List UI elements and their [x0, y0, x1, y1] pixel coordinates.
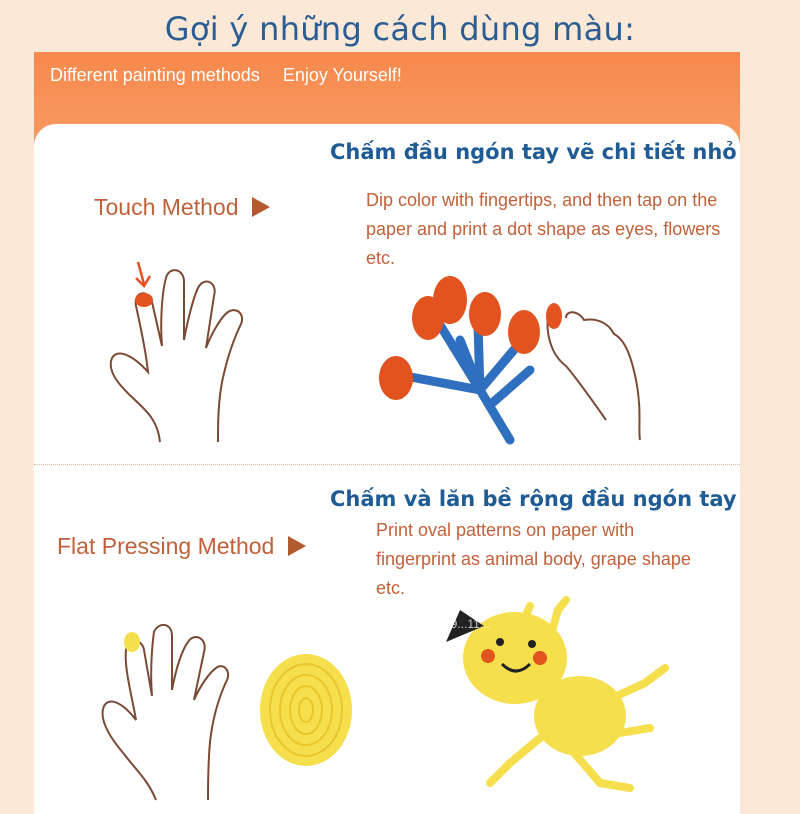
section-divider	[34, 464, 740, 465]
banner-left-text: Different painting methods	[50, 65, 260, 85]
arrow-right-icon	[252, 197, 270, 217]
section-1-description: Dip color with fingertips, and then tap on the paper and print a dot shape as eyes, flowers etc.	[366, 190, 721, 268]
page-title: Gợi ý những cách dùng màu:	[164, 10, 636, 48]
section-2-heading: Chấm và lăn bề rộng đầu ngón tay	[330, 487, 737, 511]
banner-right-text: Enjoy Yourself!	[282, 65, 402, 85]
banner-text	[50, 65, 420, 86]
flat-pressing-hand-illustration	[96, 620, 246, 800]
touch-method-label	[94, 194, 270, 221]
arrow-right-icon	[288, 536, 306, 556]
flat-pressing-method-text: Flat Pressing Method	[57, 533, 275, 559]
touch-hand-illustration	[100, 262, 270, 452]
watermark-text: 09...11...	[444, 617, 490, 631]
flower-branch-illustration	[370, 270, 660, 460]
touch-method-text: Touch Method	[94, 194, 239, 220]
flat-pressing-method-label	[57, 533, 306, 560]
yellow-fingertip	[124, 632, 140, 652]
fingerprint-oval-illustration	[256, 650, 356, 770]
section-2-description: Print oval patterns on paper with fingerprint as animal body, grape shape etc.	[376, 520, 691, 598]
section-1-heading: Chấm đầu ngón tay vẽ chi tiết nhỏ	[330, 140, 737, 164]
red-fingertip-dot	[135, 293, 153, 307]
fingerprint-creature-illustration	[440, 598, 680, 798]
